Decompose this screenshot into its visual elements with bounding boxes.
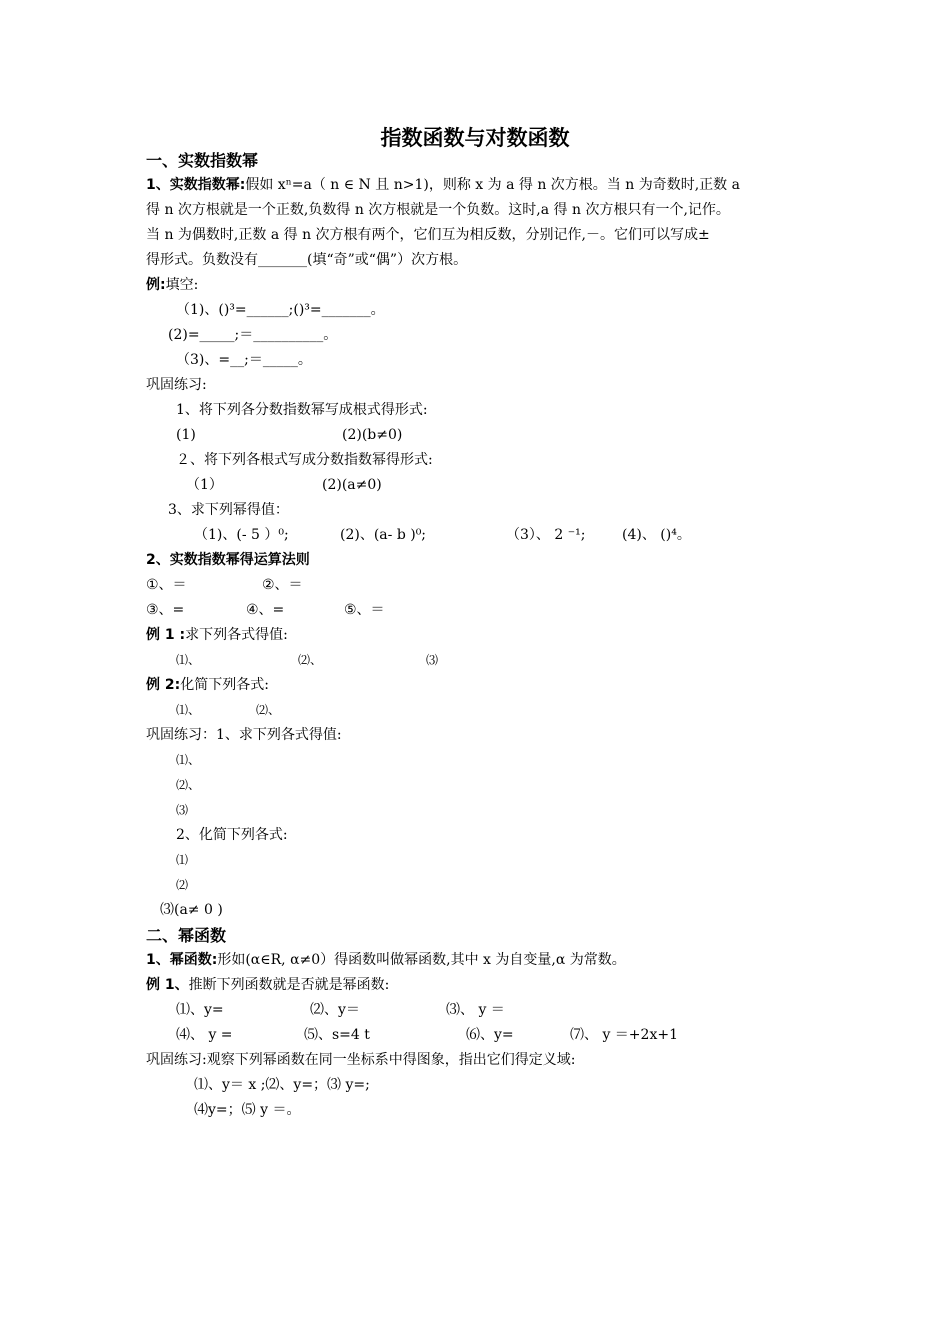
item: ⑵、y＝ bbox=[310, 1002, 360, 1018]
example-text: 化简下列各式: bbox=[180, 677, 269, 693]
practice-item: ⑶ bbox=[176, 803, 189, 817]
term-label: 1、幂函数: bbox=[146, 952, 218, 968]
example-label: 例 1、 bbox=[146, 977, 189, 993]
example-items bbox=[146, 1023, 814, 1048]
example-items bbox=[146, 698, 814, 723]
item: (2)(b≠0) bbox=[342, 427, 403, 443]
fill-blank-item: (2)=_____;＝__________。 bbox=[168, 327, 338, 343]
item: ⑹、y= bbox=[466, 1027, 514, 1043]
item: （3）、 2 ⁻¹; bbox=[506, 527, 586, 543]
example-text: 填空: bbox=[165, 277, 199, 293]
example-line bbox=[146, 673, 814, 698]
example-line bbox=[146, 273, 814, 298]
practice-question: 1、将下列各分数指数幂写成根式得形式: bbox=[176, 402, 428, 418]
paragraph-line: 当 n 为偶数时,正数 a 得 n 次方根有两个，它们互为相反数，分别记作,－。它们可以写成± bbox=[146, 227, 710, 243]
practice-item: ⑶(a≠ 0 ) bbox=[160, 902, 223, 918]
item: (2)(a≠0) bbox=[322, 477, 382, 493]
paragraph-line: 得 n 次方根就是一个正数,负数得 n 次方根就是一个负数。这时,a 得 n 次方根只有一个,记作。 bbox=[146, 202, 730, 218]
example-items bbox=[146, 648, 814, 673]
example-text: 求下列各式得值: bbox=[185, 627, 288, 643]
example-items bbox=[146, 998, 814, 1023]
practice-items bbox=[146, 423, 814, 448]
example-label: 例: bbox=[146, 277, 166, 293]
practice-question: ２、将下列各根式写成分数指数幂得形式: bbox=[176, 452, 433, 468]
term-label: 1、实数指数幂: bbox=[146, 177, 246, 193]
practice-items bbox=[146, 473, 814, 498]
rule: ⑤、＝ bbox=[344, 602, 385, 618]
item: ⑶ bbox=[426, 653, 439, 667]
example-text: 推断下列函数就是否就是幂函数: bbox=[188, 977, 390, 993]
section-heading-power-function: 二、幂函数 bbox=[146, 926, 227, 945]
item: (4)、 ()⁴。 bbox=[622, 527, 691, 543]
item: （1)、(- 5 ）⁰; bbox=[194, 527, 289, 543]
practice-item: ⑴、y＝ x ;⑵、y=；⑶ y=; bbox=[194, 1077, 370, 1093]
paragraph-text: 形如(α∈R, α≠0）得函数叫做幂函数,其中 x 为自变量,α 为常数。 bbox=[217, 952, 626, 968]
paragraph-line: 得形式。负数没有_______(填“奇”或“偶”）次方根。 bbox=[146, 252, 468, 268]
practice-question: 3、求下列幂得值： bbox=[168, 502, 289, 518]
item: ⑴、 bbox=[176, 653, 201, 667]
example-line bbox=[146, 623, 814, 648]
paragraph-line bbox=[146, 948, 814, 973]
item: ⑵、 bbox=[256, 703, 281, 717]
item: ⑺、 y ＝+2x+1 bbox=[570, 1027, 678, 1043]
practice-question: 巩固练习：1、求下列各式得值: bbox=[146, 727, 342, 743]
example-label: 例 2: bbox=[146, 677, 181, 693]
practice-item: ⑴、 bbox=[176, 753, 201, 767]
practice-question: 2、化简下列各式: bbox=[176, 827, 288, 843]
practice-label: 巩固练习: bbox=[146, 377, 207, 393]
item: ⑸、s=4 t bbox=[304, 1027, 370, 1043]
section-heading-real-exponent: 一、实数指数幂 bbox=[146, 151, 259, 170]
paragraph-text: 假如 xⁿ=a（ n ∈ N 且 n>1)，则称 x 为 a 得 n 次方根。当 n 为奇数时,正数 a bbox=[245, 177, 740, 193]
document-body bbox=[146, 148, 814, 1123]
paragraph-line bbox=[146, 173, 814, 198]
rule-line bbox=[146, 598, 814, 623]
practice-item: ⑵ bbox=[176, 878, 189, 892]
item: ⑷、 y = bbox=[176, 1027, 233, 1043]
subsection-heading-rules: 2、实数指数幂得运算法则 bbox=[146, 552, 310, 568]
item: ⑵、 bbox=[298, 653, 323, 667]
fill-blank-item: （1)、()³=______;()³=_______。 bbox=[176, 302, 385, 318]
item: ⑴、y= bbox=[176, 1002, 224, 1018]
item: （1） bbox=[186, 477, 223, 493]
item: ⑴、 bbox=[176, 703, 201, 717]
practice-items bbox=[146, 523, 814, 548]
practice-item: ⑴ bbox=[176, 853, 189, 867]
example-label: 例 1 : bbox=[146, 627, 186, 643]
rule: ④、= bbox=[246, 602, 285, 618]
item: (1) bbox=[176, 427, 196, 443]
item: (2)、(a- b )⁰; bbox=[340, 527, 427, 543]
practice-question: 巩固练习:观察下列幂函数在同一坐标系中得图象，指出它们得定义域: bbox=[146, 1052, 576, 1068]
rule: ③、= bbox=[146, 602, 185, 618]
example-line bbox=[146, 973, 814, 998]
fill-blank-item: （3)、=__;＝_____。 bbox=[176, 352, 312, 368]
item: ⑶、 y ＝ bbox=[446, 1002, 505, 1018]
practice-item: ⑷y=；⑸ y ＝。 bbox=[194, 1102, 301, 1118]
rule: ②、＝ bbox=[262, 577, 303, 593]
practice-item: ⑵、 bbox=[176, 778, 201, 792]
rule: ①、＝ bbox=[146, 577, 187, 593]
page-title: 指数函数与对数函数 bbox=[380, 126, 570, 150]
rule-line bbox=[146, 573, 814, 598]
